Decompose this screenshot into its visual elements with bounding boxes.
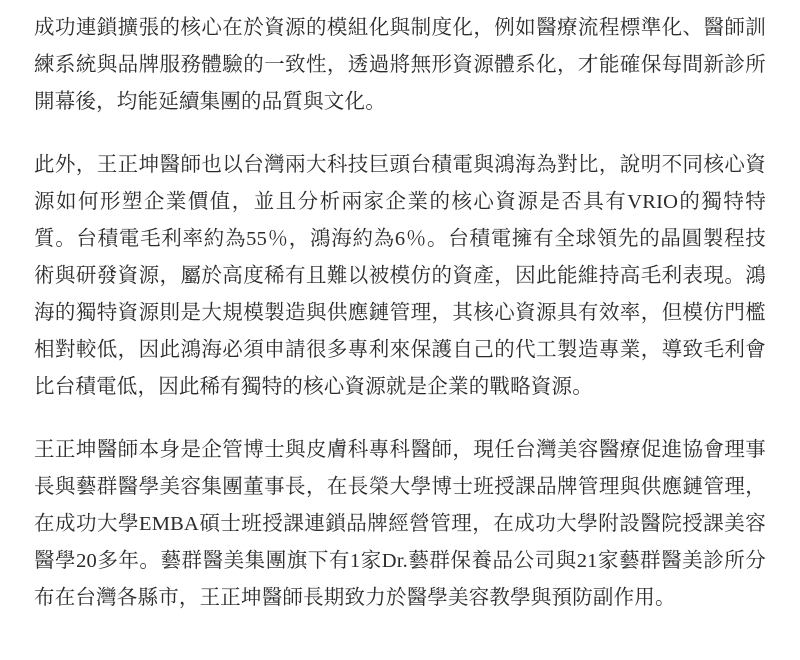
paragraph-2: 此外，王正坤醫師也以台灣兩大科技巨頭台積電與鴻海為對比，說明不同核心資源如何形塑企業價值，並且分析兩家企業的核心資源是否具有VRIO的獨特特質。台積電毛利率約為55％，鴻海約為6％。台積電擁有全球領先的晶圓製程技術與研發資源，屬於高度稀有且難以被模仿的資產，因此能維持高毛利表現。鴻海的獨特資源則是大規模製造與供應鏈管理，其核心資源具有效率，但模仿門檻相對較低，因此鴻海必須申請很多專利來保護自己的代工製造專業，導致毛利會比台積電低，因此稀有獨特的核心資源就是企業的戰略資源。 [34,154,766,398]
paragraph-3: 王正坤醫師本身是企管博士與皮膚科專科醫師，現任台灣美容醫療促進協會理事長與藝群醫學美容集團董事長，在長榮大學博士班授課品牌管理與供應鏈管理，在成功大學EMBA碩士班授課連鎖品牌經營管理，在成功大學附設醫院授課美容醫學20多年。藝群醫美集團旗下有1家Dr.藝群保養品公司與21家藝群醫美診所分布在台灣各縣市，王正坤醫師長期致力於醫學美容教學與預防副作用。 [34,439,766,609]
paragraph-1: 成功連鎖擴張的核心在於資源的模組化與制度化，例如醫療流程標準化、醫師訓練系統與品牌服務體驗的一致性，透過將無形資源體系化，才能確保每間新診所開幕後，均能延續集團的品質與文化。 [34,17,766,113]
